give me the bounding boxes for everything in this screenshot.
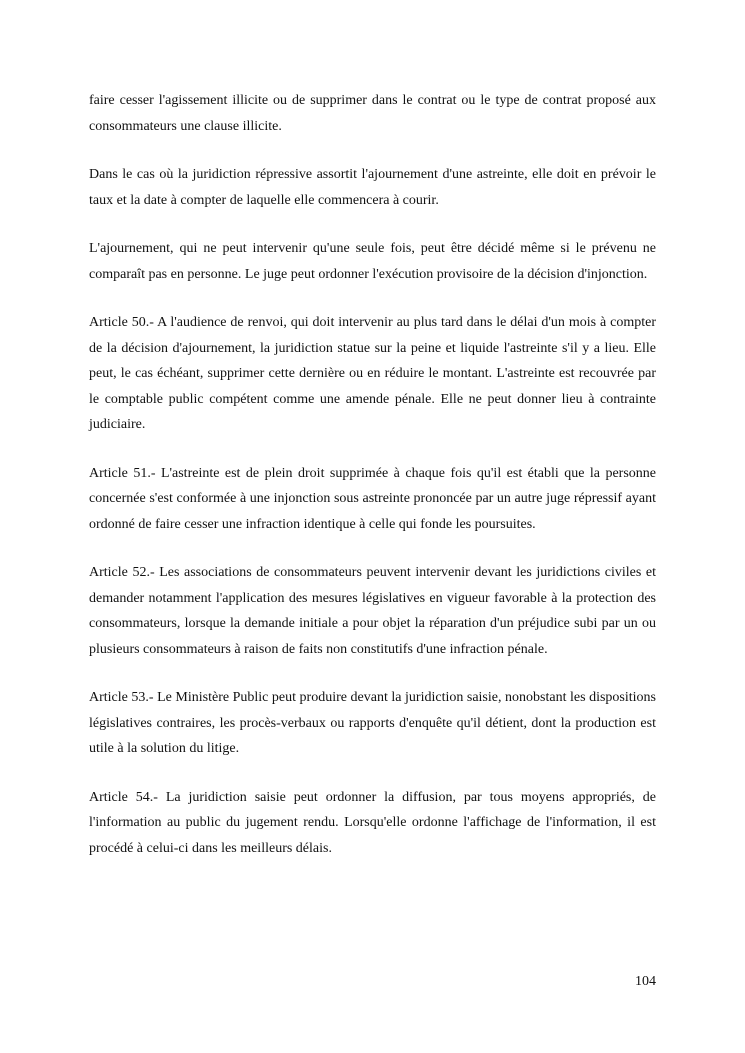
document-body	[89, 88, 656, 884]
article-51: Article 51.- L'astreinte est de plein droit supprimée à chaque fois qu'il est établi que la personne concernée s'est conformée à une injonction sous astreinte prononcée par un autre juge répressif ayant ordonné de faire cesser une infraction identique à celle qui fonde les poursuites.	[89, 465, 656, 532]
paragraph-continuation: faire cesser l'agissement illicite ou de supprimer dans le contrat ou le type de contrat proposé aux consommateurs une clause illicite.	[89, 93, 656, 134]
article-53: Article 53.- Le Ministère Public peut produire devant la juridiction saisie, nonobstant les dispositions législatives contraires, les procès-verbaux ou rapports d'enquête qu'il détient, dont la production est utile à la solution du litige.	[89, 690, 656, 756]
paragraph-ajournement: L'ajournement, qui ne peut intervenir qu'une seule fois, peut être décidé même si le prévenu ne comparaît pas en personne. Le juge peut ordonner l'exécution provisoire de la décision d'injonction.	[89, 241, 656, 282]
article-50: Article 50.- A l'audience de renvoi, qui doit intervenir au plus tard dans le délai d'un mois à compter de la décision d'ajournement, la juridiction statue sur la peine et liquide l'astreinte s'il y a lieu. Elle peut, le cas échéant, supprimer cette dernière ou en réduire le montant. L'astreinte est recouvrée par le comptable public compétent comme une amende pénale. Elle ne peut donner lieu à contrainte judiciaire.	[89, 315, 656, 432]
paragraph-astreinte: Dans le cas où la juridiction répressive assortit l'ajournement d'une astreinte, elle doit en prévoir le taux et la date à compter de laquelle elle commencera à courir.	[89, 167, 656, 208]
article-52: Article 52.- Les associations de consommateurs peuvent intervenir devant les juridictions civiles et demander notamment l'application des mesures législatives en vigueur favorable à la protection des consommateurs, lorsque la demande initiale a pour objet la réparation d'un préjudice subi par un ou plusieurs consommateurs à raison de faits non constitutifs d'une infraction pénale.	[89, 565, 656, 657]
article-54: Article 54.- La juridiction saisie peut ordonner la diffusion, par tous moyens appropriés, de l'information au public du jugement rendu. Lorsqu'elle ordonne l'affichage de l'information, il est procédé à celui-ci dans les meilleurs délais.	[89, 789, 656, 856]
page-number: 104	[635, 974, 656, 989]
